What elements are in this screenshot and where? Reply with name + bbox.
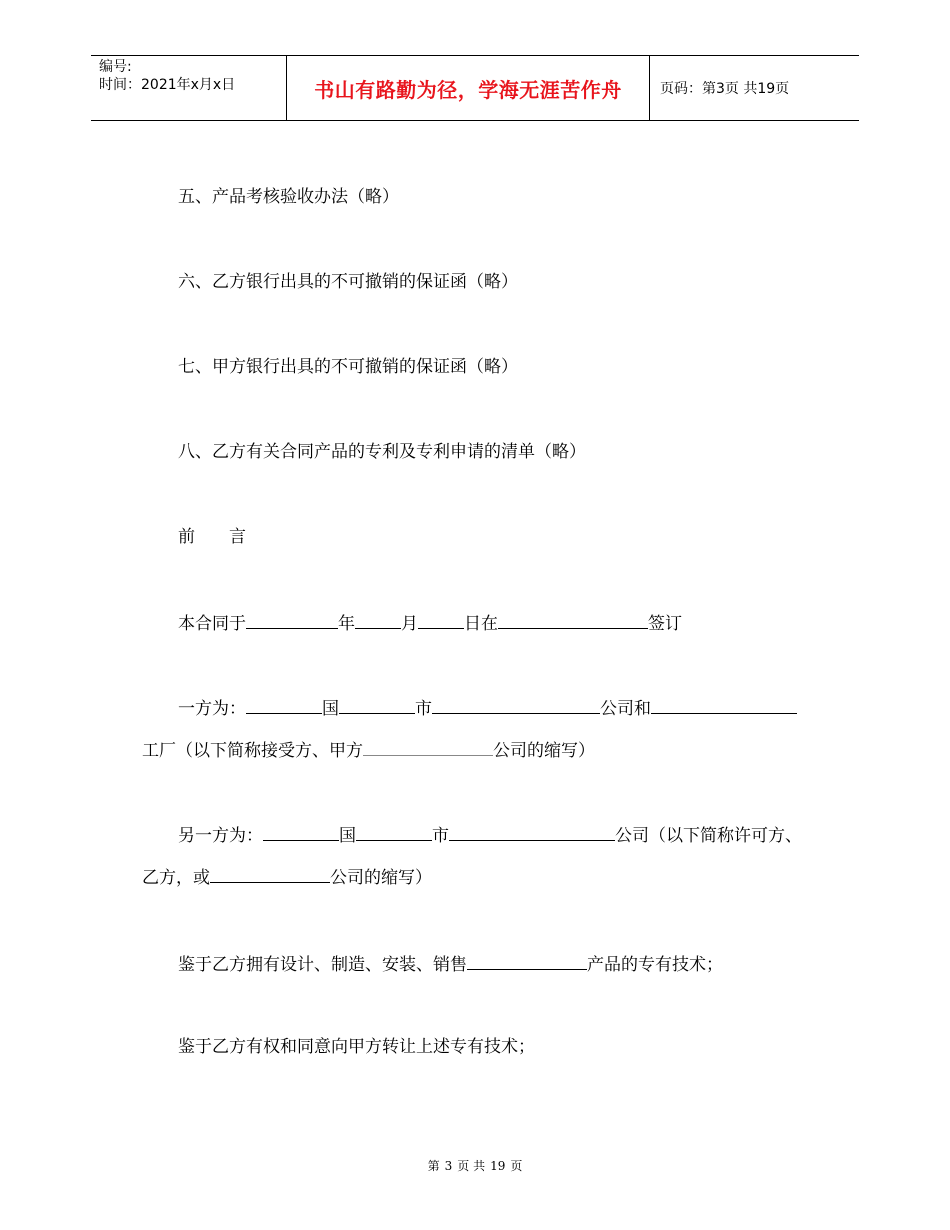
document-time: 时间：2021年x月x日: [99, 77, 236, 93]
header-motto: 书山有路勤为径，学海无涯苦作舟: [287, 56, 650, 120]
party-a-city-blank: [339, 696, 415, 714]
signing-text-4: 日在: [464, 614, 498, 634]
signing-text-3: 月: [401, 614, 418, 634]
footer-current-page: 3: [444, 1159, 453, 1173]
footer-text-1: 第: [427, 1159, 440, 1173]
party-a-text-3: 市: [415, 699, 432, 719]
month-blank: [355, 611, 401, 629]
whereas-1-text-1: 鉴于乙方拥有设计、制造、安装、销售: [178, 955, 467, 975]
party-b-country-blank: [263, 823, 339, 841]
party-a-text-6: 公司的缩写）: [493, 741, 595, 761]
signing-text-1: 本合同于: [178, 614, 246, 634]
party-b-text-3: 市: [432, 826, 449, 846]
party-a-factory-blank: [651, 696, 797, 714]
party-a-line-2: [142, 738, 595, 762]
footer-text-2: 页 共: [457, 1159, 486, 1173]
place-blank: [498, 611, 648, 629]
year-blank: [246, 611, 338, 629]
appendix-item-6: 六、乙方银行出具的不可撤销的保证函（略）: [178, 272, 518, 292]
party-a-abbrev-blank: [363, 738, 493, 756]
day-blank: [418, 611, 464, 629]
party-a-text-1: 一方为：: [178, 699, 246, 719]
party-b-text-4: 公司（以下简称许可方、: [615, 826, 802, 846]
party-a-text-2: 国: [322, 699, 339, 719]
party-b-text-2: 国: [339, 826, 356, 846]
signing-clause: [178, 611, 682, 635]
signing-text-5: 签订: [648, 614, 682, 634]
footer-text-3: 页: [510, 1159, 523, 1173]
header-meta: [91, 56, 287, 120]
page-header: [91, 55, 859, 121]
party-b-city-blank: [356, 823, 432, 841]
whereas-1-text-2: 产品的专有技术；: [587, 955, 723, 975]
party-b-text-1: 另一方为：: [178, 826, 263, 846]
whereas-clause-2: 鉴于乙方有权和同意向甲方转让上述专有技术；: [178, 1037, 535, 1057]
party-b-abbrev-blank: [210, 865, 330, 883]
party-b-text-6: 公司的缩写）: [330, 868, 432, 888]
whereas-clause-1: [178, 952, 723, 976]
appendix-item-5: 五、产品考核验收办法（略）: [178, 187, 399, 207]
party-a-line-1: [178, 696, 797, 720]
appendix-item-7: 七、甲方银行出具的不可撤销的保证函（略）: [178, 357, 518, 377]
party-a-text-5: 工厂（以下简称接受方、甲方: [142, 741, 363, 761]
footer-total-pages: 19: [490, 1159, 506, 1173]
signing-text-2: 年: [338, 614, 355, 634]
party-a-company-blank: [432, 696, 600, 714]
party-b-company-blank: [449, 823, 615, 841]
party-b-line-2: [142, 865, 432, 889]
appendix-item-8: 八、乙方有关合同产品的专利及专利申请的清单（略）: [178, 442, 586, 462]
party-a-country-blank: [246, 696, 322, 714]
header-page-info: 页码：第3页 共19页: [660, 81, 790, 97]
preface-heading: 前 言: [178, 527, 246, 547]
party-b-line-1: [178, 823, 802, 847]
party-b-text-5: 乙方，或: [142, 868, 210, 888]
product-blank: [467, 952, 587, 970]
page-footer: [0, 1157, 950, 1174]
party-a-text-4: 公司和: [600, 699, 651, 719]
document-number-label: 编号:: [99, 59, 132, 75]
